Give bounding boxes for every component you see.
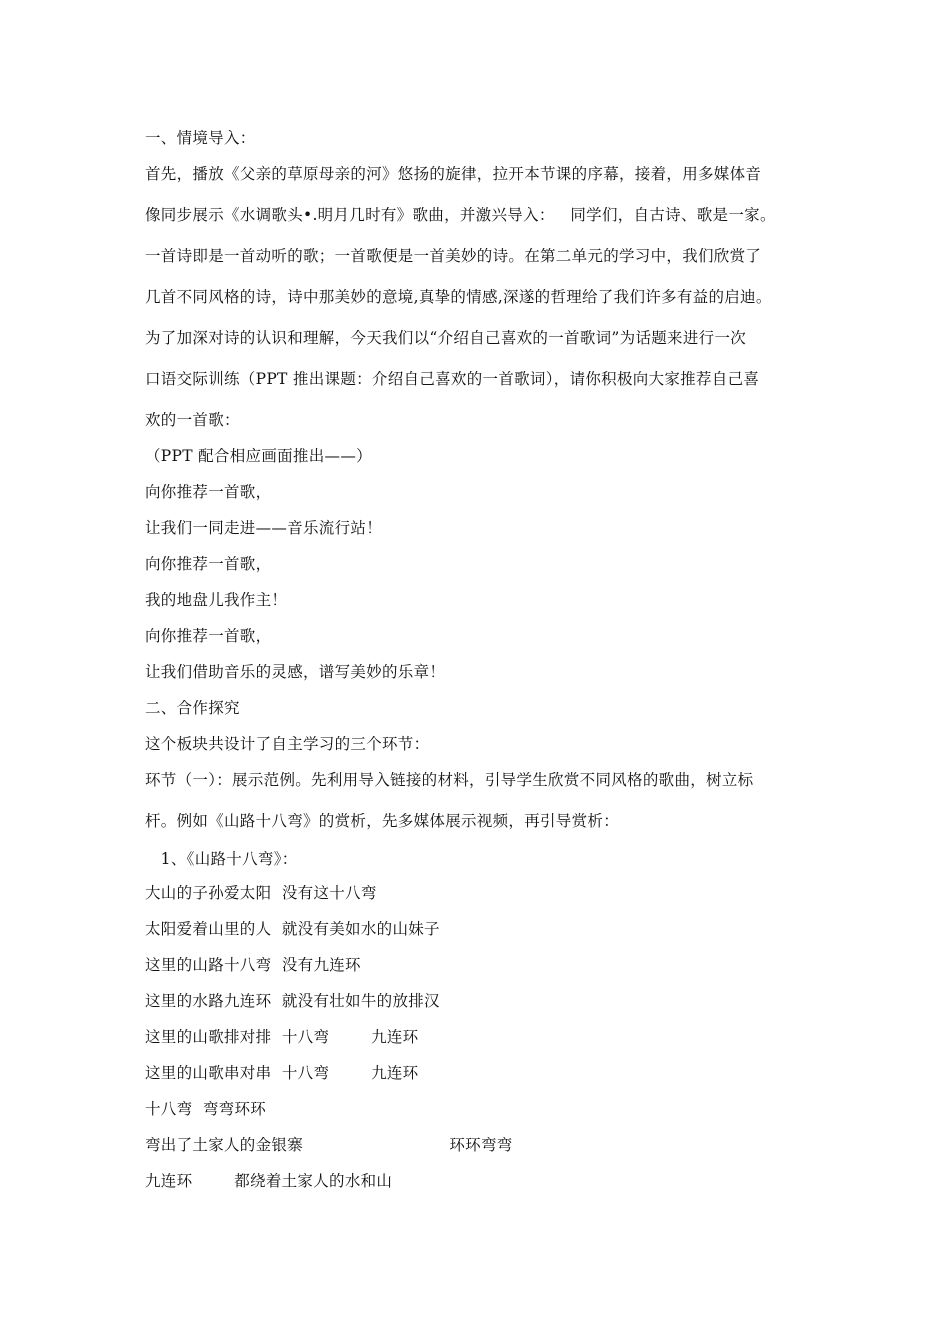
paragraph-line: 杆。例如《山路十八弯》的赏析，先多媒体展示视频，再引导赏析：: [145, 812, 620, 830]
paragraph-line: 像同步展示《水调歌头•.明月几时有》歌曲，并激兴导入： 同学们，自古诗、歌是一家。: [145, 206, 776, 224]
paragraph-line: 为了加深对诗的认识和理解，今天我们以“介绍自己喜欢的一首歌词”为话题来进行一次: [145, 329, 747, 347]
lyric-line: 这里的水路九连环 就没有壮如牛的放排汉: [145, 992, 440, 1010]
paragraph-line: 环节（一）：展示范例。先利用导入链接的材料，引导学生欣赏不同风格的歌曲，树立标: [145, 771, 754, 789]
paragraph-line: 口语交际训练（PPT 推出课题：介绍自己喜欢的一首歌词），请你积极向大家推荐自己喜: [145, 370, 760, 388]
poem-line: 让我们一同走进——音乐流行站！: [145, 519, 383, 537]
paragraph-line: 几首不同风格的诗，诗中那美妙的意境,真挚的情感,深遂的哲理给了我们许多有益的启迪。: [145, 288, 772, 306]
lyric-line: 这里的山歌排对排 十八弯 九连环: [145, 1028, 419, 1046]
paragraph-line: 这个板块共设计了自主学习的三个环节：: [145, 735, 430, 753]
poem-line: 我的地盘儿我作主！: [145, 591, 288, 609]
poem-line: 向你推荐一首歌，: [145, 483, 272, 501]
section-heading-cooperation: 二、合作探究: [145, 699, 240, 717]
lyric-line: 这里的山歌串对串 十八弯 九连环: [145, 1064, 419, 1082]
poem-line: 向你推荐一首歌，: [145, 555, 272, 573]
song-title: 1、《山路十八弯》：: [145, 850, 298, 868]
lyric-line: 太阳爱着山里的人 就没有美如水的山妹子: [145, 920, 440, 938]
section-heading-intro: 一、情境导入：: [145, 129, 256, 147]
paragraph-line: 一首诗即是一首动听的歌；一首歌便是一首美妙的诗。在第二单元的学习中，我们欣赏了: [145, 247, 762, 265]
lyric-line: 大山的子孙爱太阳 没有这十八弯: [145, 884, 377, 902]
lyric-line: 弯出了土家人的金银寨 环环弯弯: [145, 1136, 513, 1154]
lyric-line: 九连环 都绕着土家人的水和山: [145, 1172, 393, 1190]
paragraph-line: 欢的一首歌：: [145, 411, 240, 429]
paragraph-line: 首先，播放《父亲的草原母亲的河》悠扬的旋律，拉开本节课的序幕，接着，用多媒体音: [145, 165, 762, 183]
poem-line: 向你推荐一首歌，: [145, 627, 272, 645]
lyric-line: 这里的山路十八弯 没有九连环: [145, 956, 361, 974]
lyric-line: 十八弯 弯弯环环: [145, 1100, 267, 1118]
poem-line: 让我们借助音乐的灵感，谱写美妙的乐章！: [145, 663, 446, 681]
ppt-note: （PPT 配合相应画面推出——）: [145, 447, 372, 465]
